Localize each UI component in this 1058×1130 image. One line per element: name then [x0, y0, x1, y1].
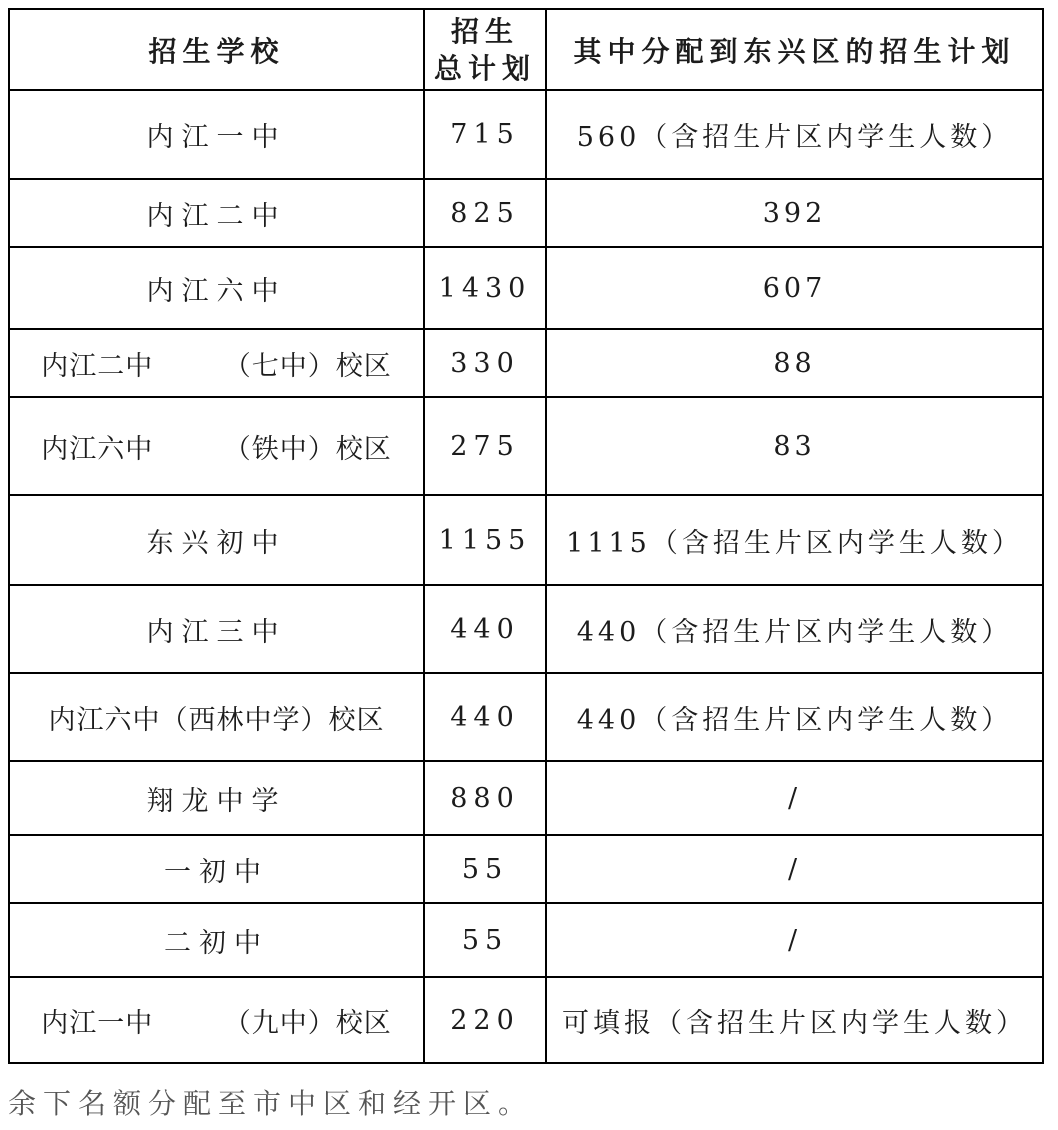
school-cell: 内江六中（西林中学）校区 [9, 673, 424, 761]
school-cell: 内江六中 [9, 247, 424, 329]
table-row [9, 179, 1043, 247]
school-cell: 一初中 [9, 835, 424, 903]
total-cell: 1430 [424, 247, 546, 329]
table-row [9, 585, 1043, 673]
table-row [9, 903, 1043, 977]
school-cell: 内江六中 （铁中）校区 [9, 397, 424, 495]
col-header-total-line1: 招生 [450, 14, 519, 48]
school-cell: 内江二中 [9, 179, 424, 247]
dongxing-cell: / [546, 761, 1043, 835]
dongxing-cell: 607 [546, 247, 1043, 329]
dongxing-cell: 560（含招生片区内学生人数） [546, 90, 1043, 179]
school-cell: 二初中 [9, 903, 424, 977]
total-cell: 330 [424, 329, 546, 397]
table-row [9, 977, 1043, 1063]
enrollment-table [8, 8, 1044, 1064]
col-header-total-line2: 总计划 [433, 51, 536, 85]
table-row [9, 329, 1043, 397]
dongxing-cell: 440（含招生片区内学生人数） [546, 673, 1043, 761]
footnote: 余下名额分配至市中区和经开区。 [8, 1087, 534, 1120]
total-cell: 55 [424, 903, 546, 977]
dongxing-cell: 392 [546, 179, 1043, 247]
table-header [9, 9, 1043, 90]
table-row [9, 495, 1043, 585]
table-body [9, 90, 1043, 1063]
school-cell: 内江三中 [9, 585, 424, 673]
total-cell: 55 [424, 835, 546, 903]
total-cell: 825 [424, 179, 546, 247]
total-cell: 880 [424, 761, 546, 835]
total-cell: 1155 [424, 495, 546, 585]
col-header-school: 招生学校 [9, 9, 424, 90]
dongxing-cell: 可填报（含招生片区内学生人数） [546, 977, 1043, 1063]
table-row [9, 761, 1043, 835]
school-cell: 翔龙中学 [9, 761, 424, 835]
table-row [9, 247, 1043, 329]
school-cell: 东兴初中 [9, 495, 424, 585]
total-cell: 715 [424, 90, 546, 179]
dongxing-cell: 1115（含招生片区内学生人数） [546, 495, 1043, 585]
total-cell: 440 [424, 585, 546, 673]
total-cell: 275 [424, 397, 546, 495]
dongxing-cell: 440（含招生片区内学生人数） [546, 585, 1043, 673]
col-header-dongxing: 其中分配到东兴区的招生计划 [546, 9, 1043, 90]
dongxing-cell: / [546, 835, 1043, 903]
school-cell: 内江一中 （九中）校区 [9, 977, 424, 1063]
school-cell: 内江二中 （七中）校区 [9, 329, 424, 397]
total-cell: 220 [424, 977, 546, 1063]
dongxing-cell: 88 [546, 329, 1043, 397]
table-row [9, 90, 1043, 179]
dongxing-cell: 83 [546, 397, 1043, 495]
header-row [9, 9, 1043, 90]
school-cell: 内江一中 [9, 90, 424, 179]
col-header-total [424, 9, 546, 90]
table-row [9, 835, 1043, 903]
dongxing-cell: / [546, 903, 1043, 977]
total-cell: 440 [424, 673, 546, 761]
table-row [9, 397, 1043, 495]
table-row [9, 673, 1043, 761]
